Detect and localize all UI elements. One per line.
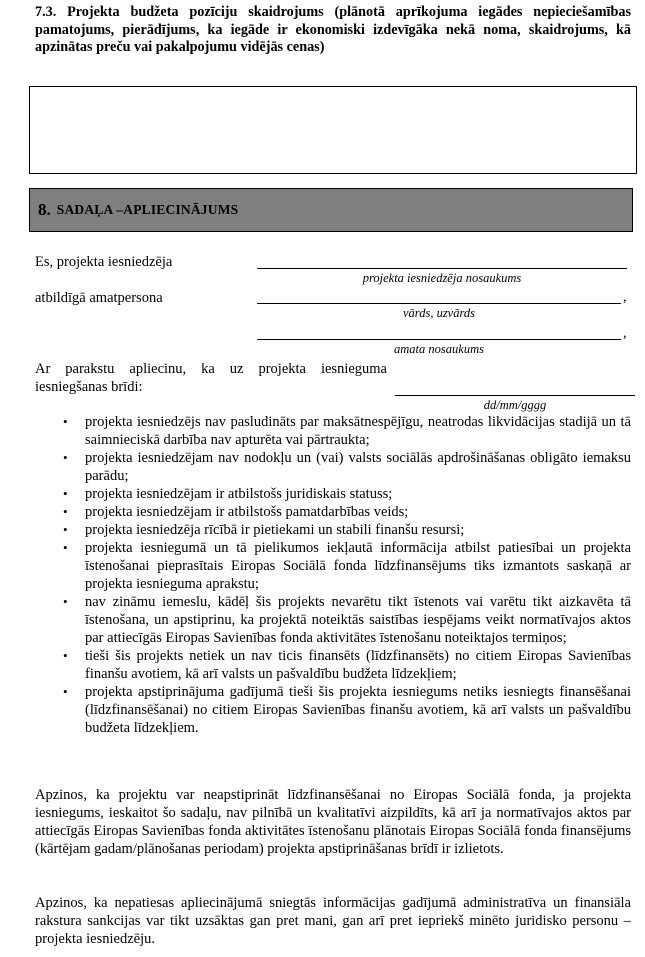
section-title: SADAĻA –APLIECINĀJUMS (56, 202, 239, 217)
applicant-label: Es, projekta iesniedzēja (35, 254, 173, 270)
official-name-caption: vārds, uzvārds (403, 306, 475, 320)
date-line[interactable] (395, 395, 635, 396)
position-title-comma: , (623, 325, 627, 341)
list-item: • projekta iesniedzēja rīcībā ir pietiekami un stabili finanšu resursi; (63, 522, 465, 538)
list-item: • nav zināmu iemeslu, kādēļ šis projekts nevarētu tikt īstenots vai varētu tikt aizkavēta tā īstenošana, un apstiprinu, ka projektā noteiktās saistības iespējams veikt normatīvajos aktos par attiecīgās Eiropas Savienības fonda aktivitātes īstenošanu noteiktajos termiņos; (63, 594, 631, 646)
list-item: • projekta iesniegumā un tā pielikumos iekļautā informācija atbilst patiesībai un projekta īstenošanai pieprasītais Eiropas Sociālā fonda līdzfinansējums tiks izmantots saskaņā ar projekta iesnieguma aprakstu; (63, 540, 631, 592)
bullet-icon: • (63, 486, 68, 501)
list-item: • tieši šis projekts netiek un nav ticis finansēts (līdzfinansēts) no citiem Eiropas Savienības finanšu avotiem, kā arī valsts un pašvaldību budžeta līdzekļiem; (63, 648, 631, 682)
list-item: • projekta iesniedzējam nav nodokļu un (vai) valsts sociālās apdrošināšanas obligāto iemaksu parādu; (63, 450, 631, 484)
bullet-icon: • (63, 504, 68, 519)
section-7-3-heading: 7.3. Projekta budžeta pozīciju skaidrojums (plānotā aprīkojuma iegādes nepieciešamības pamatojums, pierādījums, ka iegāde ir ekonomiski izdevīgāka nekā noma, skaidrojums, kā apzinātas preču vai pakalpojumu vidējās cenas) (35, 4, 631, 55)
list-item: • projekta apstiprinājuma gadījumā tieši šis projekta iesniegums netiks iesniegts finansēšanai (līdzfinansēšanai) no citiem Eiropas Savienības finanšu avotiem, kā arī valsts un pašvaldību budžeta līdzekļiem. (63, 684, 631, 736)
bullet-icon: • (63, 450, 68, 465)
position-title-caption: amata nosaukums (394, 342, 484, 356)
list-item: • projekta iesniedzējs nav pasludināts par maksātnespējīgu, neatrodas likvidācijas stadijā un tā saimnieciskā darbība nav apturēta vai pārtraukta; (63, 414, 631, 448)
official-name-comma: , (623, 289, 627, 305)
bullet-icon: • (63, 648, 68, 663)
applicant-name-line[interactable] (257, 268, 627, 269)
declaration-list (63, 413, 631, 737)
position-title-line[interactable] (257, 339, 621, 340)
list-item: • projekta iesniedzējam ir atbilstošs juridiskais statuss; (63, 486, 393, 502)
budget-explanation-field[interactable] (29, 86, 637, 174)
bullet-icon: • (63, 522, 68, 537)
date-caption: dd/mm/gggg (483, 398, 547, 412)
bullet-icon: • (63, 684, 68, 699)
official-name-line[interactable] (257, 303, 621, 304)
acknowledgement-paragraph-2: Apzinos, ka nepatiesas apliecinājumā sniegtās informācijas gadījumā administratīva un finansiāla rakstura sankcijas var tikt uzsāktas gan pret mani, gan arī pret iepriekš minēto juridisko personu – projekta iesniedzēju. (35, 895, 631, 947)
applicant-name-caption: projekta iesniedzēja nosaukums (362, 271, 522, 285)
bullet-icon: • (63, 414, 68, 429)
section-8-header (29, 188, 633, 232)
bullet-icon: • (63, 594, 68, 609)
signature-statement: Ar parakstu apliecinu, ka uz projekta iesnieguma iesniegšanas brīdi: (35, 361, 387, 395)
acknowledgement-paragraph-1: Apzinos, ka projektu var neapstiprināt līdzfinansēšanai no Eiropas Sociālā fonda, ja projekta iesniegums, ieskaitot šo sadaļu, nav pilnībā un kvalitatīvi aizpildīts, kā arī ja normatīvajos aktos par attiecīgās Eiropas Savienības fonda aktivitātes īstenošanu plānotais Eiropas Sociālā fonda finansējums (kārtējam gadam/plānošanas periodam) projekta apstiprināšanas brīdī ir izlietots. (35, 787, 631, 857)
list-item: • projekta iesniedzējam ir atbilstošs pamatdarbības veids; (63, 504, 409, 520)
official-label: atbildīgā amatpersona (35, 290, 163, 306)
section-number: 8. (38, 200, 51, 219)
bullet-icon: • (63, 540, 68, 555)
